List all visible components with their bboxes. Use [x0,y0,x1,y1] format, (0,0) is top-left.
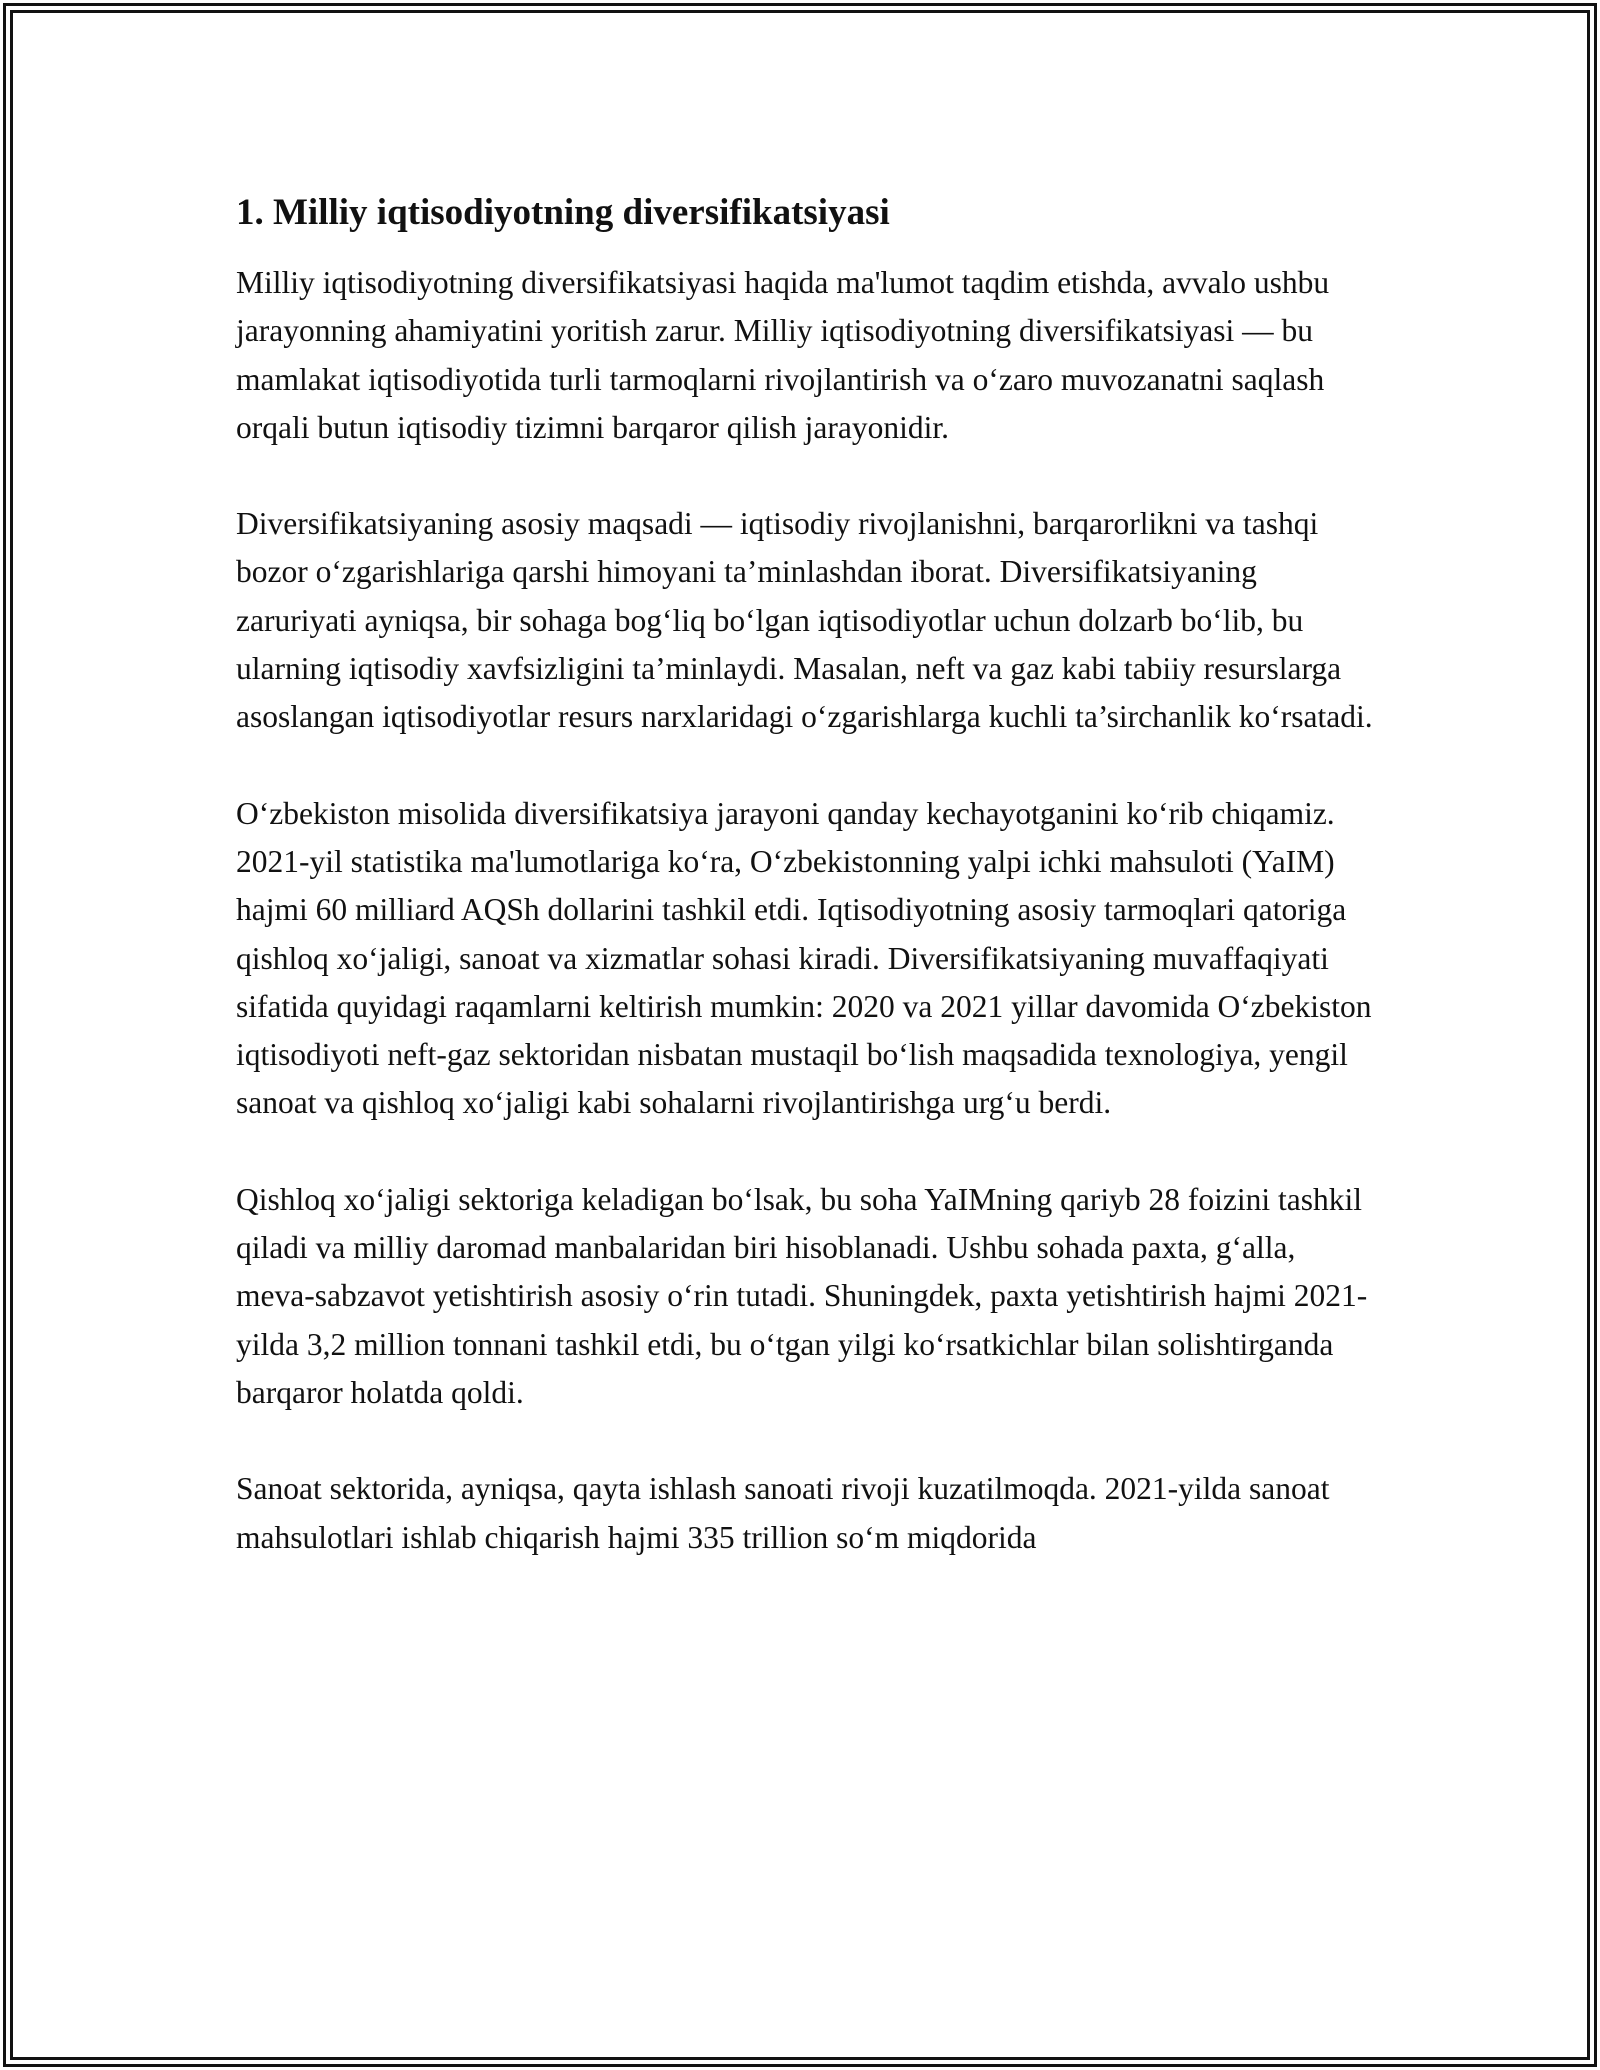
paragraph-1: Milliy iqtisodiyotning diversifikatsiyasi haqida ma'lumot taqdim etishda, avvalo ushbu jarayonning ahamiyatini yoritish zarur. Milliy iqtisodiyotning diversifikatsiyasi — bu mamlakat iqtisodiyotida turli tarmoqlarni rivojlantirish va o‘zaro muvozanatni saqlash orqali butun iqtisodiy tizimni barqaror qilish jarayonidir. [236,265,1330,445]
document-body [236,185,1376,1610]
paragraph-3: O‘zbekiston misolida diversifikatsiya jarayoni qanday kechayotganini ko‘rib chiqamiz. 2021-yil statistika ma'lumotlariga ko‘ra, O‘zbekistonning yalpi ichki mahsuloti (YaIM) hajmi 60 milliard AQSh dollarini tashkil etdi. Iqtisodiyotning asosiy tarmoqlari qatoriga qishloq xo‘jaligi, sanoat va xizmatlar sohasi kiradi. Diversifikatsiyaning muvaffaqiyati sifatida quyidagi raqamlarni keltirish mumkin: 2020 va 2021 yillar davomida O‘zbekiston iqtisodiyoti neft-gaz sektoridan nisbatan mustaqil bo‘lish maqsadida texnologiya, yengil sanoat va qishloq xo‘jaligi kabi sohalarni rivojlantirishga urg‘u berdi. [236,795,1372,1121]
paragraph-4: Qishloq xo‘jaligi sektoriga keladigan bo‘lsak, bu soha YaIMning qariyb 28 foizini tashkil qiladi va milliy daromad manbalaridan biri hisoblanadi. Ushbu sohada paxta, g‘alla, meva-sabzavot yetishtirish asosiy o‘rin tutadi. Shuningdek, paxta yetishtirish hajmi 2021-yilda 3,2 million tonnani tashkil etdi, bu o‘tgan yilgi ko‘rsatkichlar bilan solishtirganda barqaror holatda qoldi. [236,1181,1368,1410]
section-heading: 1. Milliy iqtisodiyotning diversifikatsiyasi [236,192,890,233]
paragraph-5: Sanoat sektorida, ayniqsa, qayta ishlash sanoati rivoji kuzatilmoqda. 2021-yilda sanoat mahsulotlari ishlab chiqarish hajmi 335 trillion so‘m miqdorida [236,1471,1330,1555]
paragraph-2: Diversifikatsiyaning asosiy maqsadi — iqtisodiy rivojlanishni, barqarorlikni va tashqi bozor o‘zgarishlariga qarshi himoyani ta’minlashdan iborat. Diversifikatsiyaning zaruriyati ayniqsa, bir sohaga bog‘liq bo‘lgan iqtisodiyotlar uchun dolzarb bo‘lib, bu ularning iqtisodiy xavfsizligini ta’minlaydi. Masalan, neft va gaz kabi tabiiy resurslarga asoslangan iqtisodiyotlar resurs narxlaridagi o‘zgarishlarga kuchli ta’sirchanlik ko‘rsatadi. [236,506,1373,735]
